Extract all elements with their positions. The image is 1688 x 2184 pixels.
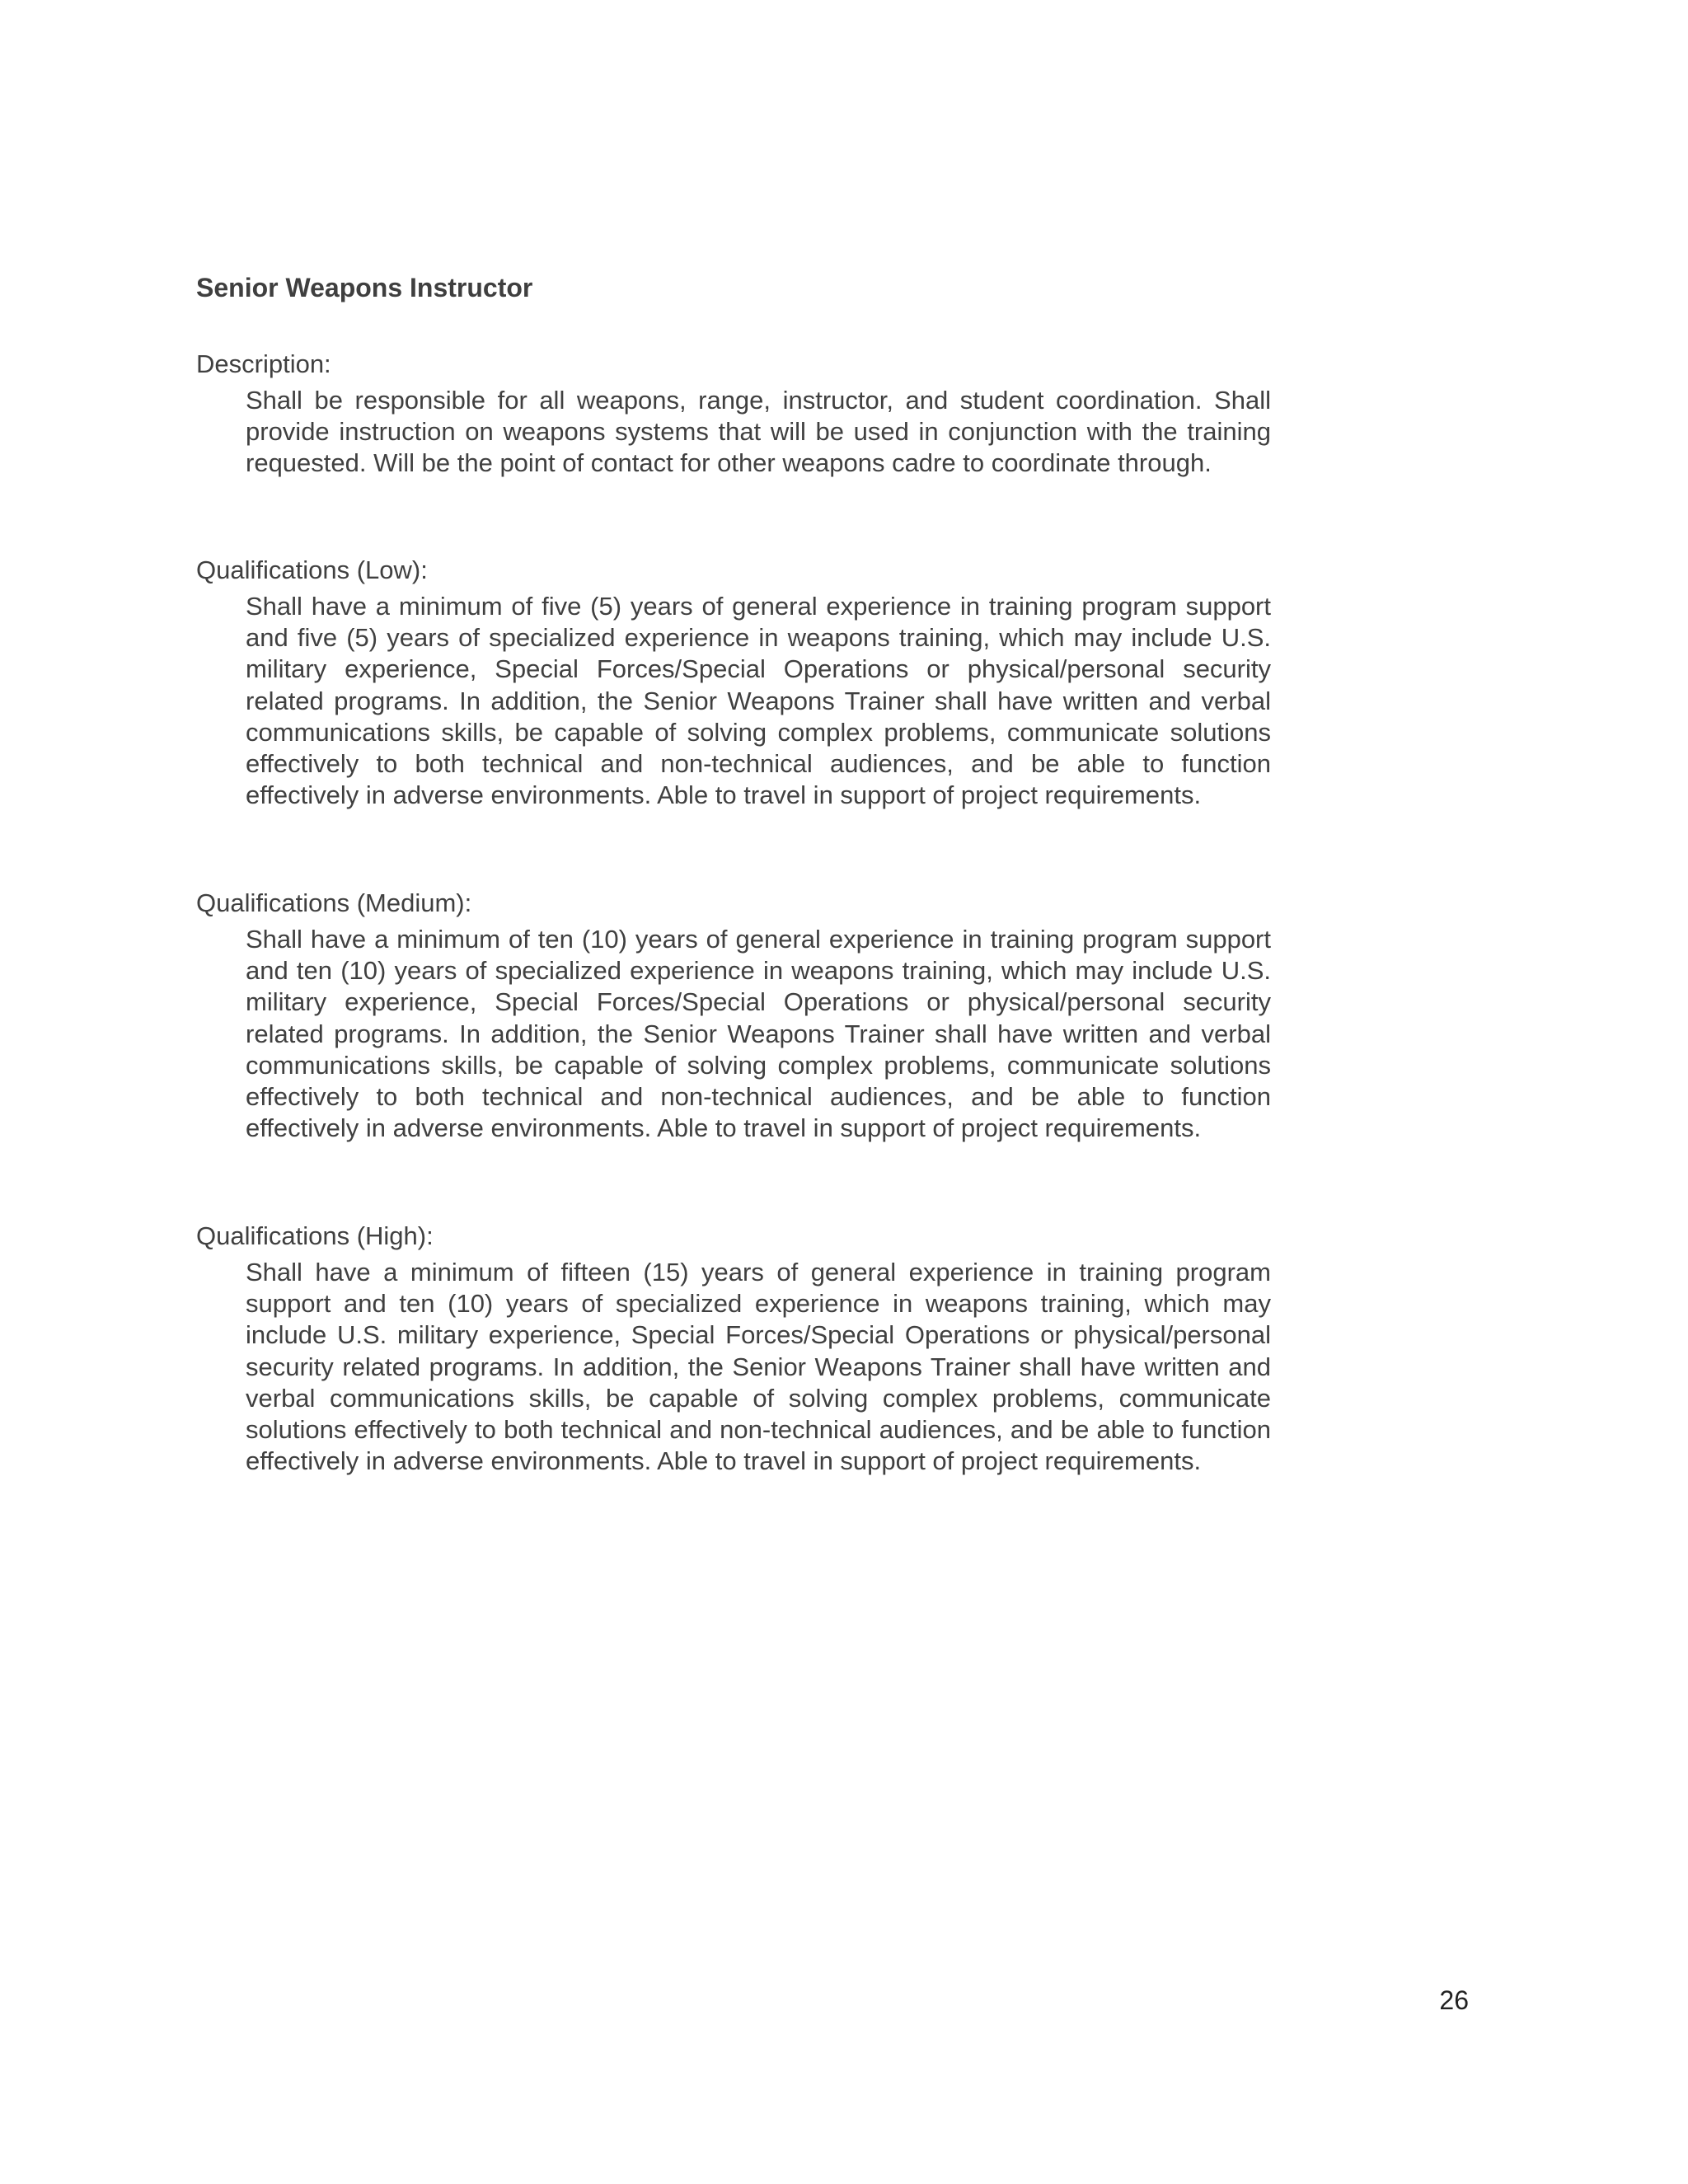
qualifications-high-text: Shall have a minimum of fifteen (15) years of general experience in training program support and ten (10) years of specialized experience in weapons training, which may include U.S. military experience, Special Forces/Special Operations or physical/personal security related programs. In addition, the Senior Weapons Trainer shall have written and verbal communications skills, be capable of solving complex problems, communicate solutions effectively to both technical and non-technical audiences, and be able to function effectively in adverse environments. Able to travel in support of project requirements.	[246, 1258, 1271, 1476]
qualifications-high-label: Qualifications (High):	[196, 1221, 434, 1250]
page-number: 26	[1439, 1985, 1469, 2015]
page-title: Senior Weapons Instructor	[196, 273, 533, 302]
description-text: Shall be responsible for all weapons, range, instructor, and student coordination. Shall provide instruction on weapons systems that will be used in conjunction with the training requested. Will be the point of contact for other weapons cadre to coordinate through.	[246, 386, 1271, 478]
qualifications-high-section	[196, 1221, 1271, 1477]
qualifications-low-text: Shall have a minimum of five (5) years of general experience in training program support and five (5) years of specialized experience in weapons training, which may include U.S. military experience, Special Forces/Special Operations or physical/personal security related programs. In addition, the Senior Weapons Trainer shall have written and verbal communications skills, be capable of solving complex problems, communicate solutions effectively to both technical and non-technical audiences, and be able to function effectively in adverse environments. Able to travel in support of project requirements.	[246, 592, 1271, 810]
qualifications-low-section	[196, 555, 1271, 811]
qualifications-medium-text: Shall have a minimum of ten (10) years of general experience in training program support and ten (10) years of specialized experience in weapons training, which may include U.S. military experience, Special Forces/Special Operations or physical/personal security related programs. In addition, the Senior Weapons Trainer shall have written and verbal communications skills, be capable of solving complex problems, communicate solutions effectively to both technical and non-technical audiences, and be able to function effectively in adverse environments. Able to travel in support of project requirements.	[246, 925, 1271, 1143]
qualifications-low-label: Qualifications (Low):	[196, 555, 428, 584]
qualifications-medium-label: Qualifications (Medium):	[196, 888, 472, 917]
qualifications-medium-section	[196, 888, 1271, 1144]
description-label: Description:	[196, 349, 331, 378]
description-section	[196, 349, 1271, 480]
